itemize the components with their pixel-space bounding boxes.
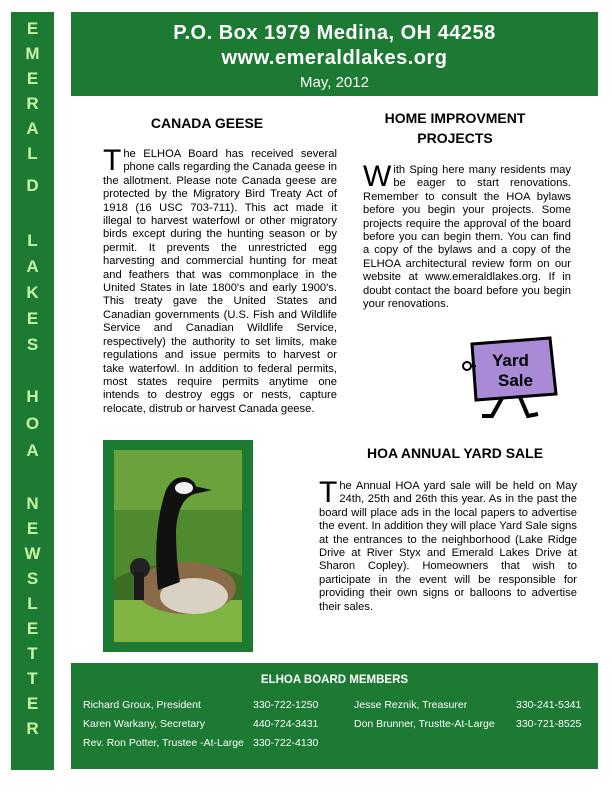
- member-name: Don Brunner, Trustte-At-Large: [354, 718, 495, 730]
- geese-body: he ELHOA Board has received several phone calls regarding the Canada geese in the allotment. Please note Canada geese are protected by the Migratory Bird Treaty Act of 1918 (16 USC 703-711). This act made it illegal to harvest waterfowl or other migratory birds except during the hunting season or by permit. It prevents the unrestricted egg harvesting and commercial hunting for meat and feathers that was commonplace in the United States in late 1800's and early 1900's. This treaty gave the United States and Canadian governments (U.S. Fish and Wildlife Service and Canadian Wildlife Service, respectively) the authority to set limits, make regulations and issue permits to harvest or take waterfowl. In addition to federal permits, most states require permits anytime one intends to destroy eggs or nests, capture relocate, distrub or harvest Canada geese.: [103, 148, 337, 415]
- masthead: [71, 12, 598, 96]
- sidebar-letter: T: [27, 669, 38, 688]
- sidebar-letter: W: [24, 544, 41, 563]
- sidebar-letter: L: [27, 231, 38, 250]
- sidebar-letter: S: [26, 569, 39, 588]
- home-heading-line1: HOME IMPROVMENT: [384, 110, 526, 126]
- member-name: Richard Groux, President: [83, 699, 201, 711]
- sidebar-letter: D: [26, 176, 39, 195]
- sidebar-letter: E: [26, 69, 39, 88]
- sidebar-letter: E: [26, 519, 39, 538]
- home-heading-line2: PROJECTS: [417, 130, 493, 146]
- member-name: Jesse Reznik, Treasurer: [354, 699, 468, 711]
- member-phone: 330-241-5341: [516, 699, 582, 711]
- sidebar-letter: A: [26, 257, 39, 276]
- sidebar-letter: O: [25, 414, 40, 433]
- sign-text-sale: Sale: [498, 371, 533, 390]
- sign-text-yard: Yard: [492, 351, 529, 370]
- sidebar-letter: E: [26, 619, 39, 638]
- sidebar-letter: E: [26, 19, 39, 38]
- sidebar-letter: M: [25, 44, 40, 63]
- home-body: ith Sping here many residents may be eager to start renovations. Remember to consult the HOA bylaws before you begin your projects. Some projects require the approval of the board before you can begin them. You can find a copy of the bylaws and a copy of the ELHOA architectural review form on our website at www.emeraldlakes.org. If in doubt contact the board before you begin your renovations.: [363, 164, 571, 311]
- sidebar-letter: N: [26, 494, 39, 513]
- sidebar-letter: L: [27, 594, 38, 613]
- board-title: ELHOA BOARD MEMBERS: [260, 674, 409, 686]
- yard-sale-article: [319, 476, 577, 614]
- drop-cap: W: [363, 160, 392, 193]
- sidebar-letter: L: [27, 144, 38, 163]
- sidebar-letter: R: [26, 719, 39, 738]
- drop-cap: T: [103, 144, 122, 177]
- goose-photo: [103, 440, 253, 652]
- member-phone: 330-722-4130: [253, 737, 319, 749]
- sidebar-letter: E: [26, 309, 39, 328]
- sidebar-letter: S: [26, 335, 39, 354]
- sidebar-banner: [11, 12, 54, 770]
- geese-heading: CANADA GEESE: [150, 115, 264, 131]
- sidebar-letter: T: [27, 644, 38, 663]
- home-article: [363, 160, 571, 311]
- yard-sale-heading: HOA ANNUAL YARD SALE: [366, 445, 544, 461]
- address: P.O. Box 1979 Medina, OH 44258: [173, 22, 496, 44]
- sidebar-letter: A: [26, 441, 39, 460]
- sidebar-letter: E: [26, 694, 39, 713]
- yard-sale-body: he Annual HOA yard sale will be held on May 24th, 25th and 26th this year. As in the past the board will place ads in the local papers to advertise the event. In addition they will place Yard Sale signs at the entrances to the neighborhood (Lake Ridge Drive at River Styx and Emerald Lakes Drive at Sharon Copley). Homeowners that wish to participate in the event will be responsible for providing their own signs or balloons to advertise their sales.: [319, 480, 577, 613]
- website: www.emeraldlakes.org: [221, 47, 448, 69]
- sidebar-letter: A: [26, 119, 39, 138]
- member-phone: 330-722-1250: [253, 699, 319, 711]
- sidebar-letter: R: [26, 94, 39, 113]
- member-name: Karen Warkany, Secretary: [83, 718, 205, 730]
- drop-cap: T: [319, 476, 338, 509]
- home-heading: [360, 108, 550, 148]
- member-phone: 440-724-3431: [253, 718, 319, 730]
- sidebar-letter: H: [26, 387, 39, 406]
- member-phone: 330-721-8525: [516, 718, 582, 730]
- yard-sale-sign-clipart: [462, 336, 562, 427]
- geese-article: [103, 144, 337, 416]
- member-name: Rev. Ron Potter, Trustee -At-Large: [83, 737, 244, 749]
- board-members-panel: [71, 663, 598, 769]
- issue-date: May, 2012: [300, 74, 369, 91]
- sidebar-letter: K: [26, 283, 39, 302]
